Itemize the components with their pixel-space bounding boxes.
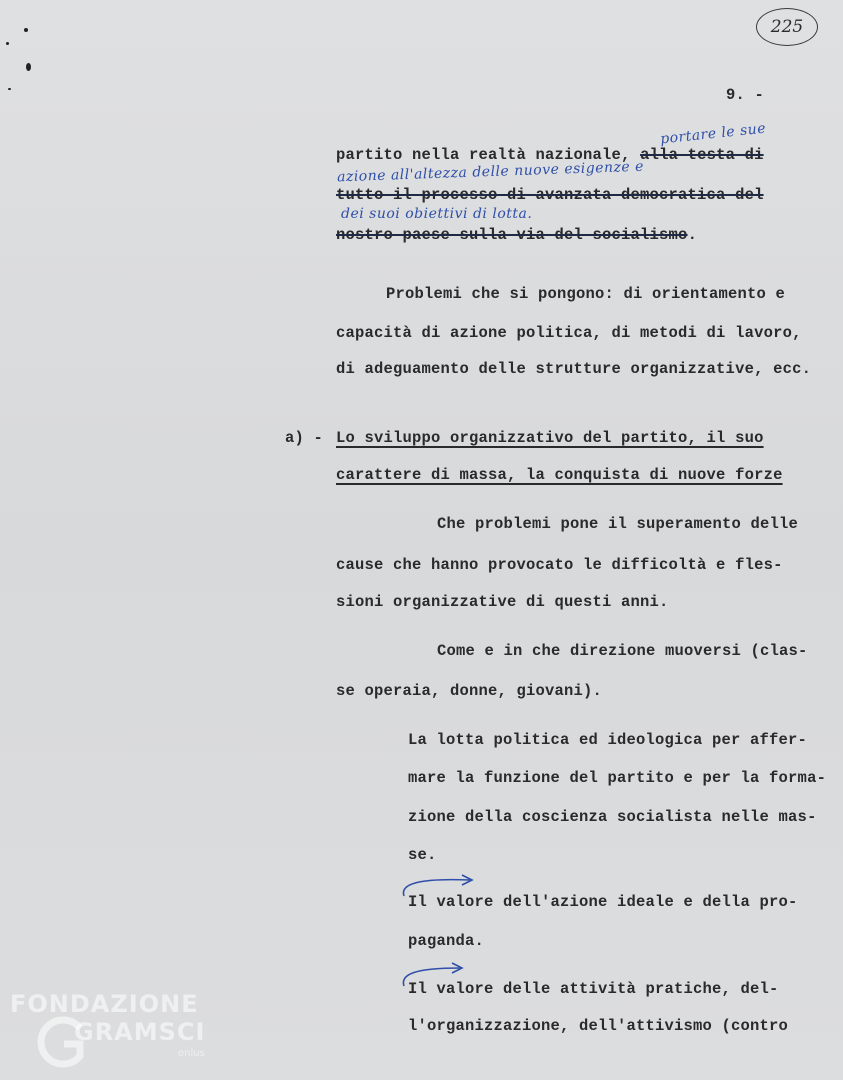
logo-text-line: onlus [178,1048,205,1059]
punch-mark [8,88,11,90]
text-line: di adeguamento delle strutture organizzative, ecc. [336,360,812,378]
handwritten-correction: portare le sue [659,120,767,148]
text-line: Come e in che direzione muoversi (clas- [437,642,808,660]
struck-text: alla testa di [640,146,764,164]
archive-number: 225 [756,8,818,46]
fondazione-gramsci-logo [4,990,214,1075]
text-line: paganda. [408,932,485,950]
struck-text: nostro paese sulla via del socialismo [336,226,688,244]
text-line: zione della coscienza socialista nelle mas- [408,808,817,826]
text-line: l'organizzazione, dell'attivismo (contro [408,1017,789,1035]
section-label: a) - [285,429,324,447]
text-line: capacità di azione politica, di metodi di lavoro, [336,324,802,342]
text-line: se operaia, donne, giovani). [336,682,603,700]
text-line: Il valore delle attività pratiche, del- [408,980,779,998]
handwritten-correction: azione all'altezza delle nuove esigenze e [336,158,645,186]
logo-text-line: FONDAZIONE [10,990,199,1018]
logo-text-line: GRAMSCI [74,1018,206,1046]
page-number: 9. - [726,86,765,104]
text-line [336,226,697,244]
text-line: La lotta politica ed ideologica per affer- [408,731,808,749]
punch-mark [6,42,9,45]
punch-mark [26,63,31,71]
punch-mark [24,28,28,32]
text-line: Che problemi pone il superamento delle [437,515,799,533]
text-line: mare la funzione del partito e per la forma- [408,769,827,787]
struck-text-line: tutto il processo di avanzata democratica del [336,186,764,204]
text-line: Problemi che si pongono: di orientamento e [386,285,786,303]
section-heading: carattere di massa, la conquista di nuove forze [336,466,783,484]
section-heading: Lo sviluppo organizzativo del partito, il suo [336,429,764,447]
text-line: cause che hanno provocato le difficoltà e fles- [336,556,783,574]
handwritten-correction: dei suoi obiettivi di lotta. [341,206,533,222]
text-segment: . [687,226,698,244]
text-line: se. [408,846,437,864]
text-line: Il valore dell'azione ideale e della pro- [408,893,798,911]
text-segment: partito nella realtà nazionale, [336,146,641,164]
text-line: sioni organizzative di questi anni. [336,593,669,611]
